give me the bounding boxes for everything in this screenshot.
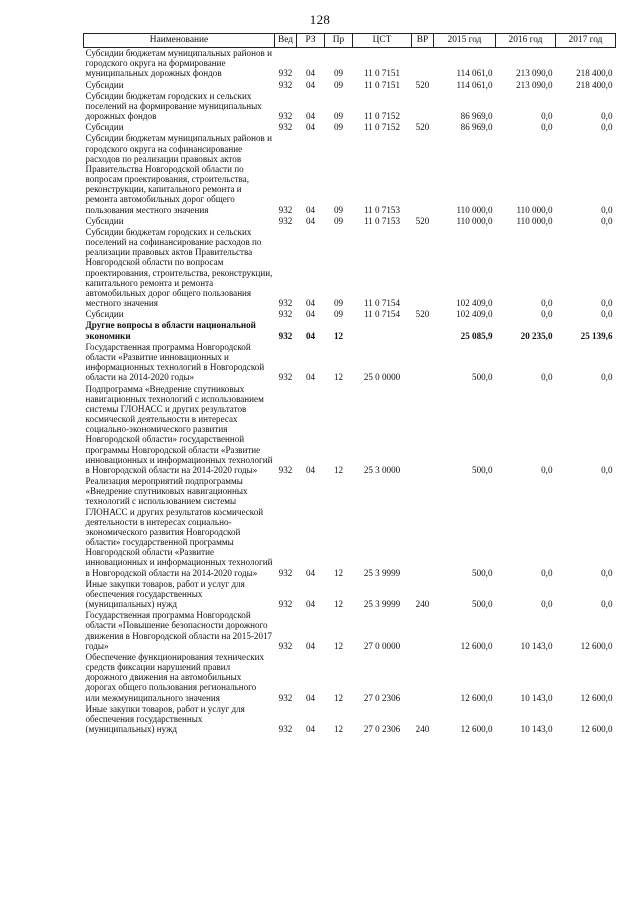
- row-2017-cell: 0,0: [601, 215, 613, 226]
- row-2015-cell: 500,0: [472, 464, 493, 475]
- row-rz-cell: 04: [305, 567, 316, 578]
- row-pr-cell: 12: [333, 724, 344, 735]
- row-2017-cell: 0,0: [601, 122, 613, 133]
- row-name-cell: Государственная программа Новгородской области «Повышение безопасности дорожного движения в Новгородской области на 2015-2017 годы»: [85, 610, 273, 651]
- row-name-cell: Субсидии: [85, 215, 124, 226]
- row-2017-cell: 218 400,0: [576, 68, 613, 79]
- row-2016-cell: 0,0: [541, 122, 553, 133]
- row-2016-cell: 213 090,0: [516, 68, 553, 79]
- row-cst-cell: 11 0 7152: [363, 122, 401, 133]
- row-vr-cell: [412, 91, 434, 123]
- row-vr-cell: 520: [415, 215, 430, 226]
- row-2016-cell: 110 000,0: [516, 204, 553, 215]
- row-vr-cell: [412, 610, 434, 652]
- row-vr-cell: [412, 342, 434, 384]
- row-name-cell: Другие вопросы в области национальной экономики: [85, 320, 256, 341]
- row-2015-cell: 25 085,9: [460, 330, 493, 341]
- row-cst-cell: 11 0 7154: [363, 298, 401, 309]
- row-ved-cell: 932: [278, 309, 293, 320]
- row-ved-cell: 932: [278, 640, 293, 651]
- row-2015-cell: 500,0: [472, 567, 493, 578]
- row-vr-cell: [412, 227, 434, 309]
- row-cst-cell: 25 3 9999: [363, 599, 401, 610]
- row-name-cell: Государственная программа Новгородской области «Развитие инновационных и информационных технологий в Новгородской области на 2014-2020 годы»: [85, 341, 265, 383]
- row-2017-cell: 12 600,0: [580, 724, 613, 735]
- row-2016-cell: 0,0: [541, 599, 553, 610]
- row-rz-cell: 04: [305, 122, 316, 133]
- row-pr-cell: 09: [333, 215, 344, 226]
- row-cst-cell: 11 0 7152: [363, 111, 401, 122]
- row-vr-cell: 520: [415, 79, 430, 90]
- row-ved-cell: 932: [278, 111, 293, 122]
- row-ved-cell: 932: [278, 298, 293, 309]
- row-pr-cell: 09: [333, 111, 344, 122]
- row-ved-cell: 932: [278, 204, 293, 215]
- row-cst-cell: 11 0 7153: [363, 215, 401, 226]
- row-ved-cell: 932: [278, 372, 293, 383]
- row-pr-cell: 12: [333, 372, 344, 383]
- row-rz-cell: 04: [305, 215, 316, 226]
- row-2015-cell: 110 000,0: [456, 215, 493, 226]
- row-ved-cell: 932: [278, 215, 293, 226]
- row-2017-cell: 0,0: [601, 464, 613, 475]
- row-vr-cell: 240: [415, 599, 430, 610]
- row-pr-cell: 09: [333, 79, 344, 90]
- table-body: [84, 48, 616, 736]
- column-header-2015: 2015 год: [434, 34, 496, 48]
- row-pr-cell: 12: [333, 599, 344, 610]
- row-2016-cell: 20 235,0: [520, 330, 553, 341]
- row-2016-cell: 10 143,0: [520, 724, 553, 735]
- row-2016-cell: 0,0: [541, 298, 553, 309]
- row-ved-cell: 932: [278, 692, 293, 703]
- table-row: [84, 227, 616, 309]
- row-cst-cell: 25 0 0000: [363, 372, 401, 383]
- row-pr-cell: 09: [333, 309, 344, 320]
- row-cst-cell: 27 0 2306: [363, 692, 401, 703]
- row-2015-cell: 500,0: [472, 372, 493, 383]
- table-row: [84, 133, 616, 215]
- row-rz-cell: 04: [305, 640, 316, 651]
- row-pr-cell: 12: [333, 464, 344, 475]
- row-name-cell: Субсидии: [85, 122, 124, 133]
- row-name-cell: Реализация мероприятий подпрограммы «Внедрение спутниковых навигационных технологий с использованием системы ГЛОНАСС и других результатов космической деятельности в интересах социально-экономического развития Новгородской области» государственной программы Новгородской области «Развитие инновационных и информационных технологий в Новгородской области на 2014-2020 годы»: [85, 476, 273, 578]
- row-name-cell: Обеспечение функционирования технических средств фиксации нарушений правил дорожного движения на автомобильных дорогах общего пользования регионального или межмуниципального значения: [85, 651, 265, 703]
- row-2017-cell: 0,0: [601, 372, 613, 383]
- row-2017-cell: 0,0: [601, 599, 613, 610]
- row-rz-cell: 04: [305, 68, 316, 79]
- row-2015-cell: 102 409,0: [456, 298, 493, 309]
- row-rz-cell: 04: [305, 330, 316, 341]
- row-vr-cell: 520: [415, 122, 430, 133]
- table-row: [84, 320, 616, 341]
- row-2015-cell: 86 969,0: [460, 111, 493, 122]
- row-2017-cell: 0,0: [601, 298, 613, 309]
- row-rz-cell: 04: [305, 599, 316, 610]
- budget-table: [83, 33, 616, 735]
- row-rz-cell: 04: [305, 464, 316, 475]
- row-pr-cell: 12: [333, 330, 344, 341]
- row-vr-cell: [412, 476, 434, 579]
- row-ved-cell: 932: [278, 567, 293, 578]
- row-2016-cell: 10 143,0: [520, 640, 553, 651]
- row-vr-cell: [412, 384, 434, 477]
- table-row: [84, 579, 616, 611]
- row-pr-cell: 09: [333, 298, 344, 309]
- row-2016-cell: 0,0: [541, 567, 553, 578]
- row-2017-cell: 25 139,6: [580, 330, 613, 341]
- row-ved-cell: 932: [278, 330, 293, 341]
- row-cst-cell: 11 0 7153: [363, 204, 401, 215]
- row-2017-cell: 0,0: [601, 111, 613, 122]
- row-cst-cell: 27 0 0000: [363, 640, 401, 651]
- column-header-2017: 2017 год: [556, 34, 616, 48]
- row-name-cell: Иные закупки товаров, работ и услуг для обеспечения государственных (муниципальных) нужд: [85, 703, 245, 735]
- row-ved-cell: 932: [278, 122, 293, 133]
- row-pr-cell: 12: [333, 640, 344, 651]
- table-row: [84, 80, 616, 91]
- row-ved-cell: 932: [278, 599, 293, 610]
- row-2017-cell: 12 600,0: [580, 640, 613, 651]
- row-2016-cell: 0,0: [541, 309, 553, 320]
- row-cst-cell: 11 0 7151: [363, 79, 401, 90]
- row-vr-cell: [412, 652, 434, 704]
- row-rz-cell: 04: [305, 79, 316, 90]
- row-2017-cell: 0,0: [601, 309, 613, 320]
- row-name-cell: Субсидии бюджетам городских и сельских поселений на софинансирование расходов по реализации правовых актов Правительства Новгородской области по вопросам проектирования, строительства, реконструкции, капитального ремонта и ремонта автомобильных дорог общего пользования местного значения: [85, 226, 273, 309]
- row-pr-cell: 09: [333, 68, 344, 79]
- row-ved-cell: 932: [278, 68, 293, 79]
- row-name-cell: Субсидии бюджетам муниципальных районов и городского округа на формирование муниципальных дорожных фондов: [85, 48, 272, 79]
- row-ved-cell: 932: [278, 464, 293, 475]
- row-2016-cell: 10 143,0: [520, 692, 553, 703]
- row-cst-cell: 11 0 7154: [363, 309, 401, 320]
- column-header-ved: Вед: [275, 34, 297, 48]
- row-cst-cell: [353, 320, 412, 341]
- row-2015-cell: 12 600,0: [460, 724, 493, 735]
- column-header-pr: Пр: [325, 34, 353, 48]
- row-2017-cell: 12 600,0: [580, 692, 613, 703]
- row-2015-cell: 110 000,0: [456, 204, 493, 215]
- table-row: [84, 704, 616, 736]
- column-header-name: Наименование: [84, 34, 275, 48]
- row-2015-cell: 114 061,0: [456, 79, 493, 90]
- row-rz-cell: 04: [305, 111, 316, 122]
- row-2017-cell: 218 400,0: [576, 79, 613, 90]
- row-name-cell: Иные закупки товаров, работ и услуг для обеспечения государственных (муниципальных) нужд: [85, 578, 245, 610]
- column-header-vr: ВР: [412, 34, 434, 48]
- row-2015-cell: 102 409,0: [456, 309, 493, 320]
- table-row: [84, 476, 616, 579]
- row-2015-cell: 12 600,0: [460, 692, 493, 703]
- row-rz-cell: 04: [305, 724, 316, 735]
- row-ved-cell: 932: [278, 724, 293, 735]
- table-row: [84, 610, 616, 652]
- table-row: [84, 122, 616, 133]
- column-header-rz: РЗ: [297, 34, 325, 48]
- row-rz-cell: 04: [305, 692, 316, 703]
- row-pr-cell: 12: [333, 567, 344, 578]
- row-ved-cell: 932: [278, 79, 293, 90]
- row-rz-cell: 04: [305, 372, 316, 383]
- table-row: [84, 384, 616, 477]
- row-cst-cell: 25 3 9999: [363, 567, 401, 578]
- row-vr-cell: 520: [415, 309, 430, 320]
- row-2016-cell: 213 090,0: [516, 79, 553, 90]
- row-pr-cell: 09: [333, 204, 344, 215]
- page-number: 128: [309, 12, 331, 27]
- row-name-cell: Субсидии бюджетам муниципальных районов и городского округа на софинансирование расходов по реализации правовых актов Правительства Новгородской области по вопросам проектирования, строительства, реконструкции, капитального ремонта и ремонта автомобильных дорог общего пользования местного значения: [85, 133, 272, 215]
- row-2015-cell: 500,0: [472, 599, 493, 610]
- row-pr-cell: 09: [333, 122, 344, 133]
- table-row: [84, 216, 616, 227]
- row-2015-cell: 86 969,0: [460, 122, 493, 133]
- row-name-cell: Субсидии: [85, 79, 124, 90]
- row-name-cell: Субсидии: [85, 309, 124, 320]
- row-2016-cell: 0,0: [541, 372, 553, 383]
- row-vr-cell: [412, 48, 434, 80]
- column-header-2016: 2016 год: [496, 34, 556, 48]
- row-vr-cell: [412, 320, 434, 341]
- row-2015-cell: 114 061,0: [456, 68, 493, 79]
- row-vr-cell: [412, 133, 434, 215]
- row-cst-cell: 11 0 7151: [363, 68, 401, 79]
- row-rz-cell: 04: [305, 204, 316, 215]
- row-pr-cell: 12: [333, 692, 344, 703]
- row-rz-cell: 04: [305, 298, 316, 309]
- row-2016-cell: 0,0: [541, 111, 553, 122]
- table-row: [84, 309, 616, 320]
- row-2015-cell: 12 600,0: [460, 640, 493, 651]
- table-row: [84, 48, 616, 80]
- row-name-cell: Субсидии бюджетам городских и сельских поселений на формирование муниципальных дорожных фондов: [85, 90, 262, 122]
- table-header-row: [84, 34, 616, 48]
- table-row: [84, 91, 616, 123]
- row-2016-cell: 0,0: [541, 464, 553, 475]
- row-2016-cell: 110 000,0: [516, 215, 553, 226]
- row-cst-cell: 27 0 2306: [363, 724, 401, 735]
- row-name-cell: Подпрограмма «Внедрение спутниковых навигационных технологий с использованием системы ГЛОНАСС и других результатов космической деятельности в интересах социально-экономического развития Новгородской области» государственной программы Новгородской области «Развитие инновационных и информационных технологий в Новгородской области на 2014-2020 годы»: [85, 383, 273, 475]
- row-cst-cell: 25 3 0000: [363, 464, 401, 475]
- row-vr-cell: 240: [415, 724, 430, 735]
- table-row: [84, 652, 616, 704]
- row-2017-cell: 0,0: [601, 204, 613, 215]
- row-2017-cell: 0,0: [601, 567, 613, 578]
- table-row: [84, 342, 616, 384]
- row-rz-cell: 04: [305, 309, 316, 320]
- column-header-cst: ЦСТ: [353, 34, 412, 48]
